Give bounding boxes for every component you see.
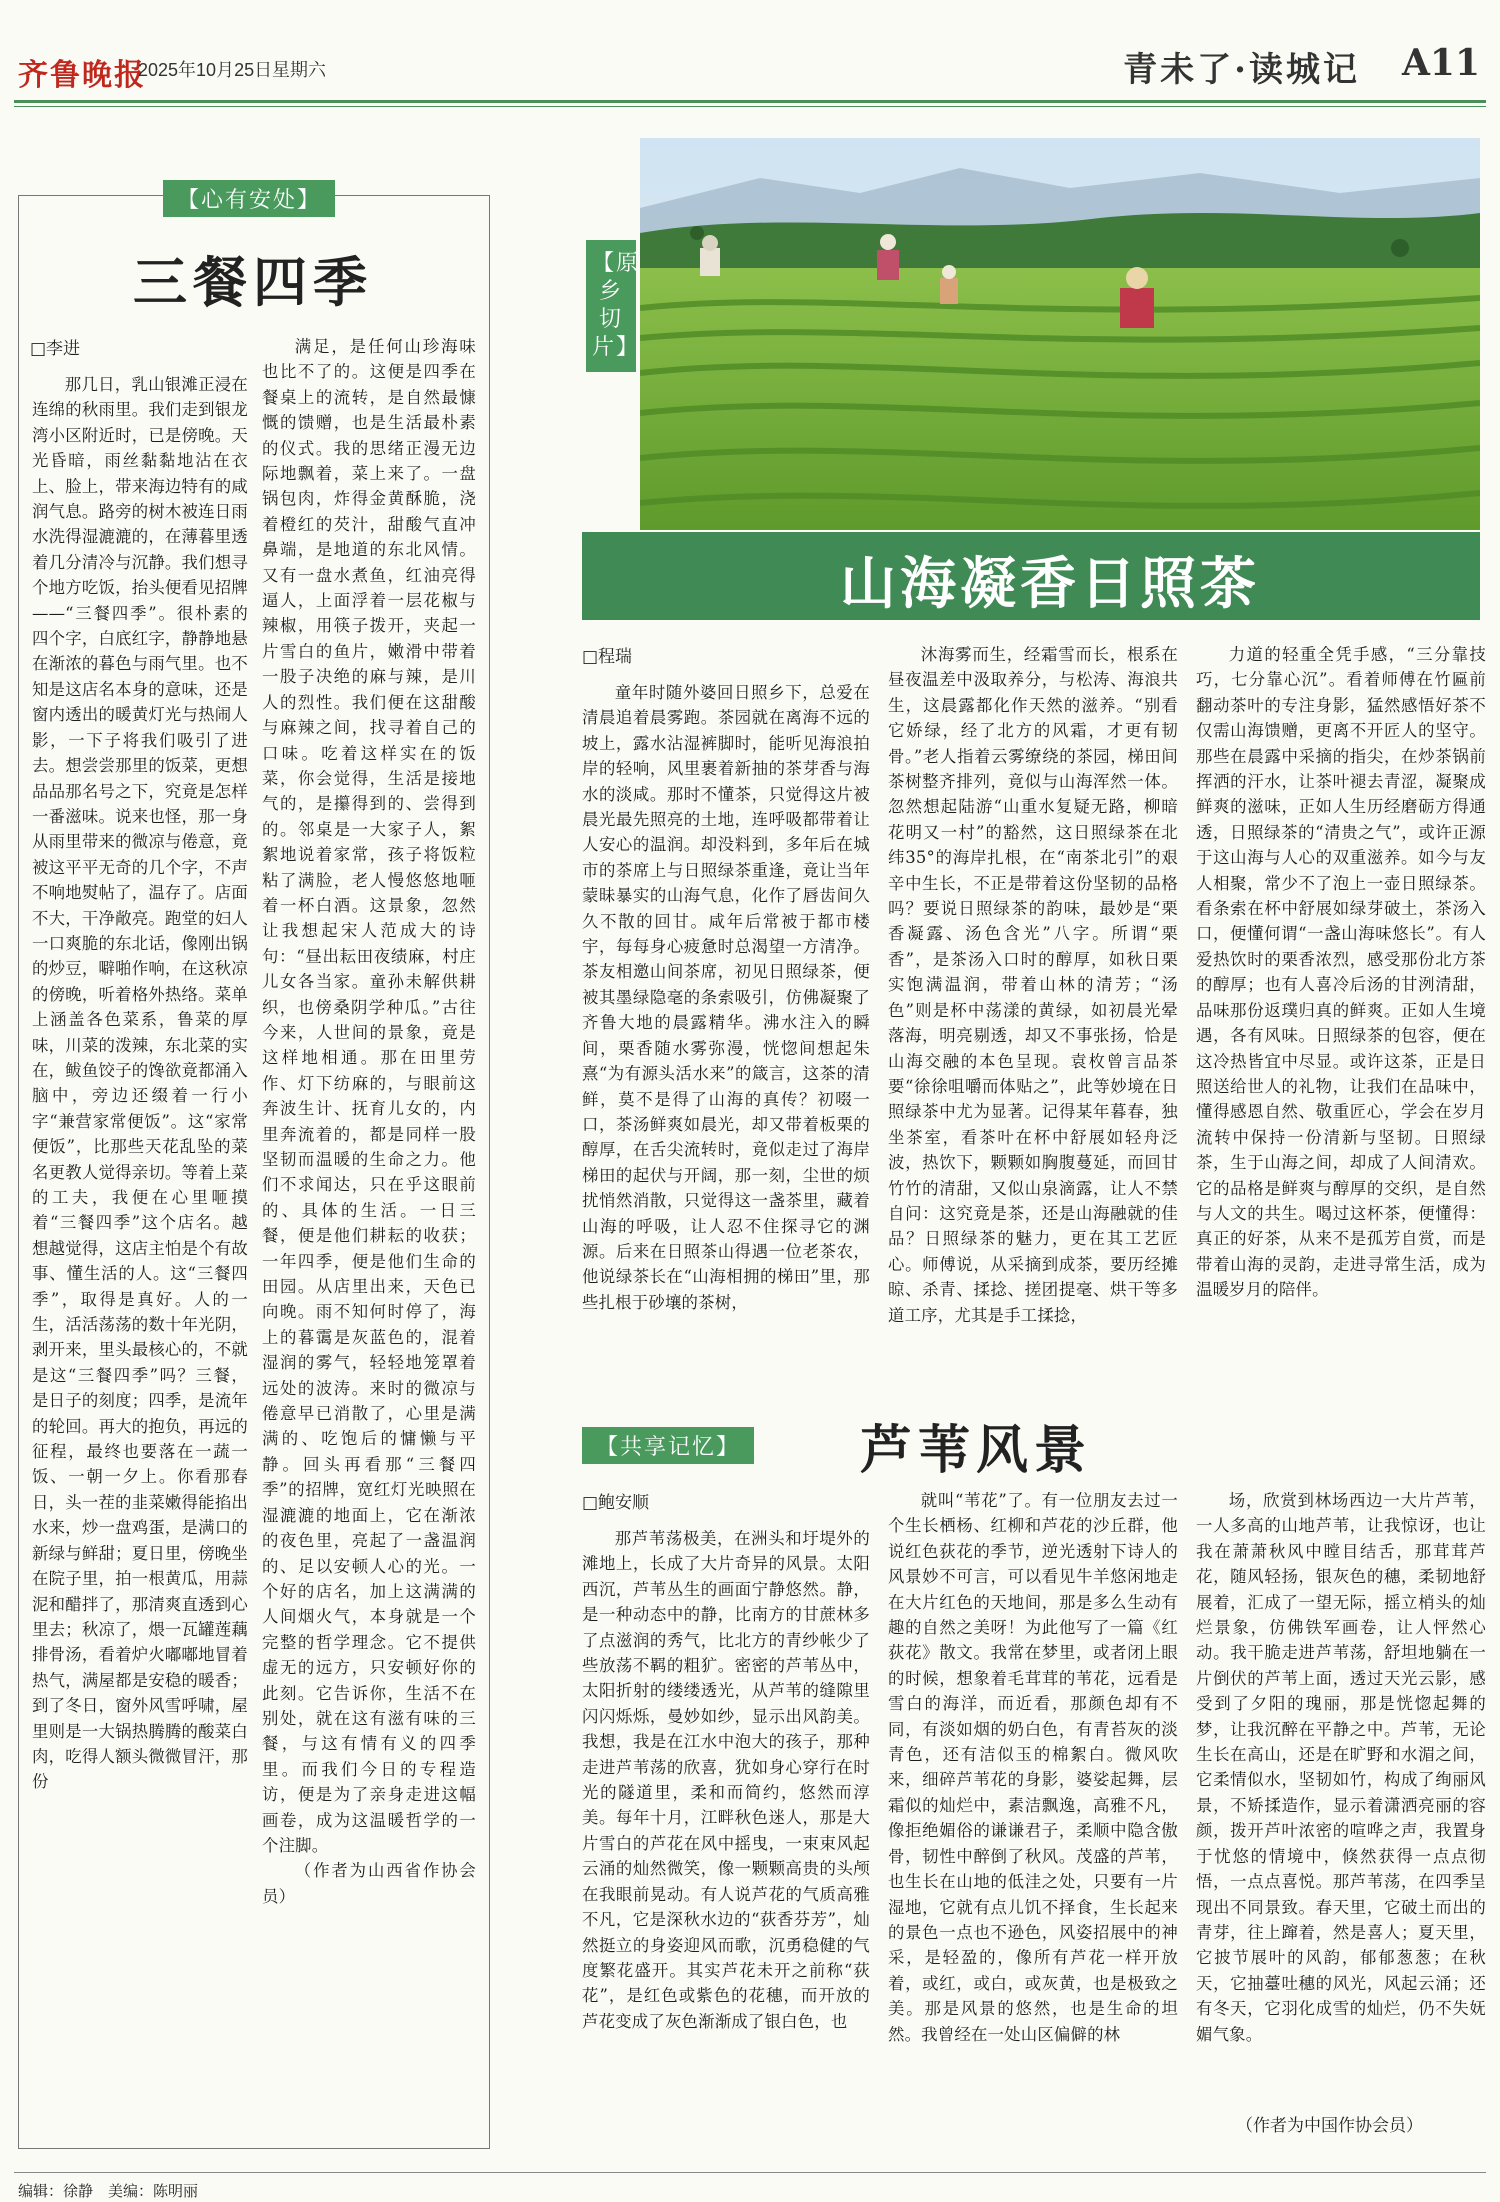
page-number: A11 [1401, 42, 1480, 84]
tea-garden-photo [640, 138, 1480, 530]
column-tag: 【原乡切片】 [586, 240, 636, 372]
header-rule-thin [14, 106, 1486, 107]
article-title: 三餐四季 [133, 250, 373, 314]
body-text: 力道的轻重全凭手感，“三分靠技巧，七分靠心沉”。看着师傅在竹匾前翻动茶叶的专注身影，猛然感悟好茶不仅需山海馈赠，更离不开匠人的坚守。那些在晨露中采摘的指尖，在炒茶锅前挥洒的汗水，让茶叶褪去青涩，凝聚成鲜爽的滋味，正如人生历经磨砺方得通透，日照绿茶的“清贵之气”，或许正源于这山海与人心的双重滋养。如今与友人相聚，常少不了泡上一壶日照绿茶。看条索在杯中舒展如绿芽破土，茶汤入口，便懂何谓“一盏山海味悠长”。有人爱热饮时的栗香浓烈，感受那份北方茶的醇厚；也有人喜冷后汤的甘洌清甜，品味那份返璞归真的鲜爽。正如人生境遇，各有风味。日照绿茶的包容，便在这冷热皆宜中尽显。或许这茶，正是日照送给世人的礼物，让我们在品味中，懂得感恩自然、敬重匠心，学会在岁月流转中保持一份清新与坚韧。日照绿茶，生于山海之间，却成了人间清欢。它的品格是鲜爽与醇厚的交织，是自然与人文的共生。喝过这杯茶，便懂得：真正的好茶，从来不是孤芳自赏，而是带着山海的灵韵，走进寻常生活，成为温暖岁月的陪伴。 [1196, 645, 1486, 1300]
column-tag: 【共享记忆】 [582, 1427, 754, 1464]
body-text: 就叫“苇花”了。有一位朋友去过一个生长栖杨、红柳和芦花的沙丘群，他说红色荻花的季节，逆光透射下诗人的风景妙不可言，可以看见牛羊悠闲地走在大片红色的天地间，那是多么生动有趣的自然之美呀！为此他写了一篇《红荻花》散文。我常在梦里，或者闭上眼的时候，想象着毛茸茸的苇花，远看是雪白的海洋，而近看，那颜色却有不同，有淡如烟的奶白色，有青苔灰的淡青色，还有洁似玉的棉絮白。微风吹来，细碎芦苇花的身影，婆娑起舞，层霜似的灿烂中，素洁飘逸，高雅不凡，像拒绝媚俗的谦谦君子，柔顺中隐含傲骨，韧性中醉倒了秋风。茂盛的芦苇，也生长在山地的低洼之处，只要有一片湿地，它就有点儿饥不择食，生长起来的景色一点也不逊色，风姿招展中的神采，是轻盈的，像所有芦花一样开放着，或红，或白，或灰黄，也是极致之美。那是风景的悠然，也是生命的坦然。我曾经在一处山区偏僻的林 [888, 1491, 1178, 2044]
article-title: 芦苇风景 [860, 1420, 1093, 1481]
column-tag: 【心有安处】 [163, 180, 335, 217]
article-body-column [888, 642, 1178, 1362]
author-credit: （作者为中国作协会员） [1236, 2116, 1423, 2136]
issue-weekday: 星期六 [272, 60, 326, 80]
footer-rule [14, 2172, 1486, 2173]
article-body-column [32, 372, 248, 2142]
issue-date: 2025年10月25日 [138, 60, 273, 80]
article-body-column [262, 334, 476, 2144]
article-body-column [1196, 1488, 1486, 2098]
article-body-column [582, 680, 870, 1360]
tea-garden-illustration [640, 138, 1480, 530]
body-text: 满足，是任何山珍海味也比不了的。这便是四季在餐桌上的流转，是自然最慷慨的馈赠，也是生活最朴素的仪式。我的思绪正漫无边际地飘着，菜上来了。一盘锅包肉，炸得金黄酥脆，浇着橙红的芡汁，甜酸气直冲鼻端，是地道的东北风情。又有一盘水煮鱼，红油亮得逼人，上面浮着一层花椒与辣椒，用筷子拨开，夹起一片雪白的鱼片，嫩滑中带着一股子决绝的麻与辣，是川人的烈性。我们便在这甜酸与麻辣之间，找寻着自己的口味。吃着这样实在的饭菜，你会觉得，生活是接地气的，是攥得到的、尝得到的。邻桌是一大家子人，絮絮地说着家常，孩子将饭粒粘了满脸，老人慢悠悠地咂着一杯白酒。这景象，忽然让我想起宋人范成大的诗句：“昼出耘田夜绩麻，村庄儿女各当家。童孙未解供耕织，也傍桑阴学种瓜。”古往今来，人世间的景象，竟是这样地相通。那在田里劳作、灯下纺麻的，与眼前这奔波生计、抚育儿女的，内里奔流着的，都是同样一股坚韧而温暖的生命之力。他们不求闻达，只在乎这眼前的、具体的生活。一日三餐，便是他们耕耘的收获；一年四季，便是他们生命的田园。从店里出来，天色已向晚。雨不知何时停了，海上的暮霭是灰蓝色的，混着湿润的雾气，轻轻地笼罩着远处的波涛。来时的微凉与倦意早已消散了，心里是满满的、吃饱后的慵懒与平静。回头再看那“三餐四季”的招牌，宽红灯光映照在湿漉漉的地面上，它在渐浓的夜色里，亮起了一盏温润的、足以安顿人心的光。一个好的店名，加上这满满的人间烟火气，本身就是一个完整的哲学理念。它不提供虚无的远方，只安顿好你的此刻。它告诉你，生活不在别处，就在这有滋有味的三餐，与这有情有义的四季里。而我们今日的专程造访，便是为了亲身走进这幅画卷，成为这温暖哲学的一个注脚。 [262, 337, 476, 1855]
article-body-column [582, 1526, 870, 2146]
masthead: 齐鲁晚报 [18, 58, 146, 93]
article-author: □程瑞 [582, 647, 633, 667]
header-rule [14, 100, 1486, 103]
article-author: □鲍安顺 [582, 1493, 650, 1513]
body-text: 沐海雾而生，经霜雪而长，根系在昼夜温差中汲取养分，与松涛、海浪共生，这晨露都化作天然的滋养。“别看它娇绿，经了北方的风霜，才更有韧骨。”老人指着云雾缭绕的茶园，梯田间茶树整齐排列，竟似与山海浑然一体。忽然想起陆游“山重水复疑无路，柳暗花明又一村”的豁然，这日照绿茶在北纬35°的海岸扎根，在“南茶北引”的艰辛中生长，不正是带着这份坚韧的品格吗？要说日照绿茶的韵味，最妙是“栗香凝露、汤色含光”八字。所谓“栗香”，是茶汤入口时的醇厚，如秋日栗实饱满温润，带着山林的清芳；“汤色”则是杯中荡漾的黄绿，如初晨光晕落海，明亮剔透，却又不事张扬，恰是山海交融的本色呈现。袁枚曾言品茶要“徐徐咀嚼而体贴之”，此等妙境在日照绿茶中尤为显著。记得某年暮春，独坐茶室，看茶叶在杯中舒展如轻舟泛波，热饮下，颗颗如胸腹蔓延，而回甘竹竹的清甜，又似山泉滴露，让人不禁自问：这究竟是茶，还是山海融就的佳品？日照绿茶的魅力，更在其工艺匠心。师傅说，从采摘到成茶，要历经摊晾、杀青、揉捻、搓团提毫、烘干等多道工序，尤其是手工揉捻， [888, 645, 1178, 1325]
section-title: 青未了·读城记 [1123, 50, 1360, 90]
body-text: 那芦苇荡极美，在洲头和圩堤外的滩地上，长成了大片奇异的风景。太阳西沉，芦苇丛生的画面宁静悠然。静，是一种动态中的静，比南方的甘蔗林多了点滋润的秀气，比北方的青纱帐少了些放荡不羁的粗犷。密密的芦苇丛中，太阳折射的缕缕透光，从芦苇的缝隙里闪闪烁烁，曼妙如纱，显示出风韵美。我想，我是在江水中泡大的孩子，那种走进芦苇荡的欣喜，犹如身心穿行在时光的隧道里，柔和而简约，悠然而淳美。每年十月，江畔秋色迷人，那是大片雪白的芦花在风中摇曳，一束束风起云涌的灿然微笑，像一颗颗高贵的头颅在我眼前晃动。有人说芦花的气质高雅不凡，它是深秋水边的“荻香芬芳”，灿然挺立的身姿迎风而歌，沉勇稳健的气度繁花盛开。其实芦花未开之前称“荻花”，是红色或紫色的花穗，而开放的芦花变成了灰色渐渐成了银白色，也 [582, 1529, 870, 2031]
body-text: 童年时随外婆回日照乡下，总爱在清晨追着晨雾跑。茶园就在离海不远的坡上，露水沾湿裤脚时，能听见海浪拍岸的轻响，风里裹着新抽的茶芽香与海水的淡咸。那时不懂茶，只觉得这片被晨光最先照亮的土地，连呼吸都带着让人安心的温润。却没料到，多年后在城市的茶席上与日照绿茶重逢，竟让当年蒙昧暴实的山海气息，化作了唇齿间久久不散的回甘。咸年后常被于都市楼宇，每每身心疲惫时总渴望一方清净。茶友相邀山间茶席，初见日照绿茶，便被其墨绿隐毫的条索吸引，仿佛凝聚了齐鲁大地的晨露精华。沸水注入的瞬间，栗香随水雾弥漫，恍惚间想起朱熹“为有源头活水来”的箴言，这茶的清鲜，莫不是得了山海的真传？初啜一口，茶汤鲜爽如晨光，却又带着板栗的醇厚，在舌尖流转时，竟似走过了海岸梯田的起伏与开阔，那一刻，尘世的烦扰悄然消散，只觉得这一盏茶里，藏着山海的呼吸，让人忍不住探寻它的渊源。后来在日照茶山得遇一位老茶农，他说绿茶长在“山海相拥的梯田”里，那些扎根于砂壤的茶树， [582, 683, 870, 1312]
author-credit: （作者为山西省作协会员） [262, 1861, 476, 1906]
editor-credits: 编辑：徐静 美编：陈明丽 [18, 2182, 199, 2200]
body-text: 场，欣赏到林场西边一大片芦苇，一人多高的山地芦苇，让我惊讶，也让我在萧萧秋风中瞠目结舌，那茸茸芦花，随风轻扬，银灰色的穗，柔韧地舒展着，汇成了一望无际，摇立梢头的灿烂景象，仿佛铁军画卷，让人怦然心动。我干脆走进芦苇荡，舒坦地躺在一片倒伏的芦苇上面，透过天光云影，感受到了夕阳的瑰丽，那是恍惚起舞的梦，让我沉醉在平静之中。芦苇，无论生长在高山，还是在旷野和水湄之间，它柔情似水，坚韧如竹，构成了绚丽风景，不矫揉造作，显示着潇洒亮丽的容颜，拨开芦叶浓密的喧哗之声，我置身于忧悠的情境中，倏然获得一点点彻悟，一点点喜悦。那芦苇荡，在四季呈现出不同景致。春天里，它破土而出的青芽，往上蹿着，然是喜人；夏天里，它披节展叶的风韵，郁郁葱葱；在秋天，它抽薹吐穗的风光，风起云涌；还有冬天，它羽化成雪的灿烂，仍不失妩媚气象。 [1196, 1491, 1486, 2044]
article-author: □李进 [30, 339, 81, 359]
article-title: 山海凝香日照茶 [840, 551, 1260, 617]
article-body-column [888, 1488, 1178, 2148]
article-body-column [1196, 642, 1486, 1362]
body-text: 那几日，乳山银滩正浸在连绵的秋雨里。我们走到银龙湾小区附近时，已是傍晚。天光昏暗，雨丝黏黏地沾在衣上、脸上，带来海边特有的咸润气息。路旁的树木被连日雨水洗得湿漉漉的，在薄暮里透着几分清冷与沉静。我们想寻个地方吃饭，抬头便看见招牌——“三餐四季”。很朴素的四个字，白底红字，静静地悬在渐浓的暮色与雨气里。也不知是这店名本身的意味，还是窗内透出的暖黄灯光与热闹人影，一下子将我们吸引了进去。想尝尝那里的饭菜，更想品品那名号之下，究竟是怎样一番滋味。说来也怪，那一身从雨里带来的微凉与倦意，竟被这平平无奇的几个字，不声不响地熨帖了，温存了。店面不大，干净敞亮。跑堂的妇人一口爽脆的东北话，像刚出锅的炒豆，噼啪作响，在这秋凉的傍晚，听着格外热络。菜单上涵盖各色菜系，鲁菜的厚味，川菜的泼辣，东北菜的实在，鲅鱼饺子的馋欲竟都涌入脑中，旁边还缀着一行小字“兼营家常便饭”。这“家常便饭”，比那些天花乱坠的菜名更教人觉得亲切。等着上菜的工夫，我便在心里咂摸着“三餐四季”这个店名。越想越觉得，这店主怕是个有故事、懂生活的人。这“三餐四季”，取得是真好。人的一生，活活荡荡的数十年光阴，剥开来，里头最核心的，不就是这“三餐四季”吗？三餐，是日子的刻度；四季，是流年的轮回。再大的抱负，再远的征程，最终也要落在一蔬一饭、一朝一夕上。你看那春日，头一茬的韭菜嫩得能掐出水来，炒一盘鸡蛋，是满口的新绿与鲜甜；夏日里，傍晚坐在院子里，拍一根黄瓜，用蒜泥和醋拌了，那清爽直透到心里去；秋凉了，煨一瓦罐莲藕排骨汤，看着炉火嘟嘟地冒着热气，满屋都是安稳的暖香；到了冬日，窗外风雪呼啸，屋里则是一大锅热腾腾的酸菜白肉，吃得人额头微微冒汗，那份 [32, 375, 248, 1792]
